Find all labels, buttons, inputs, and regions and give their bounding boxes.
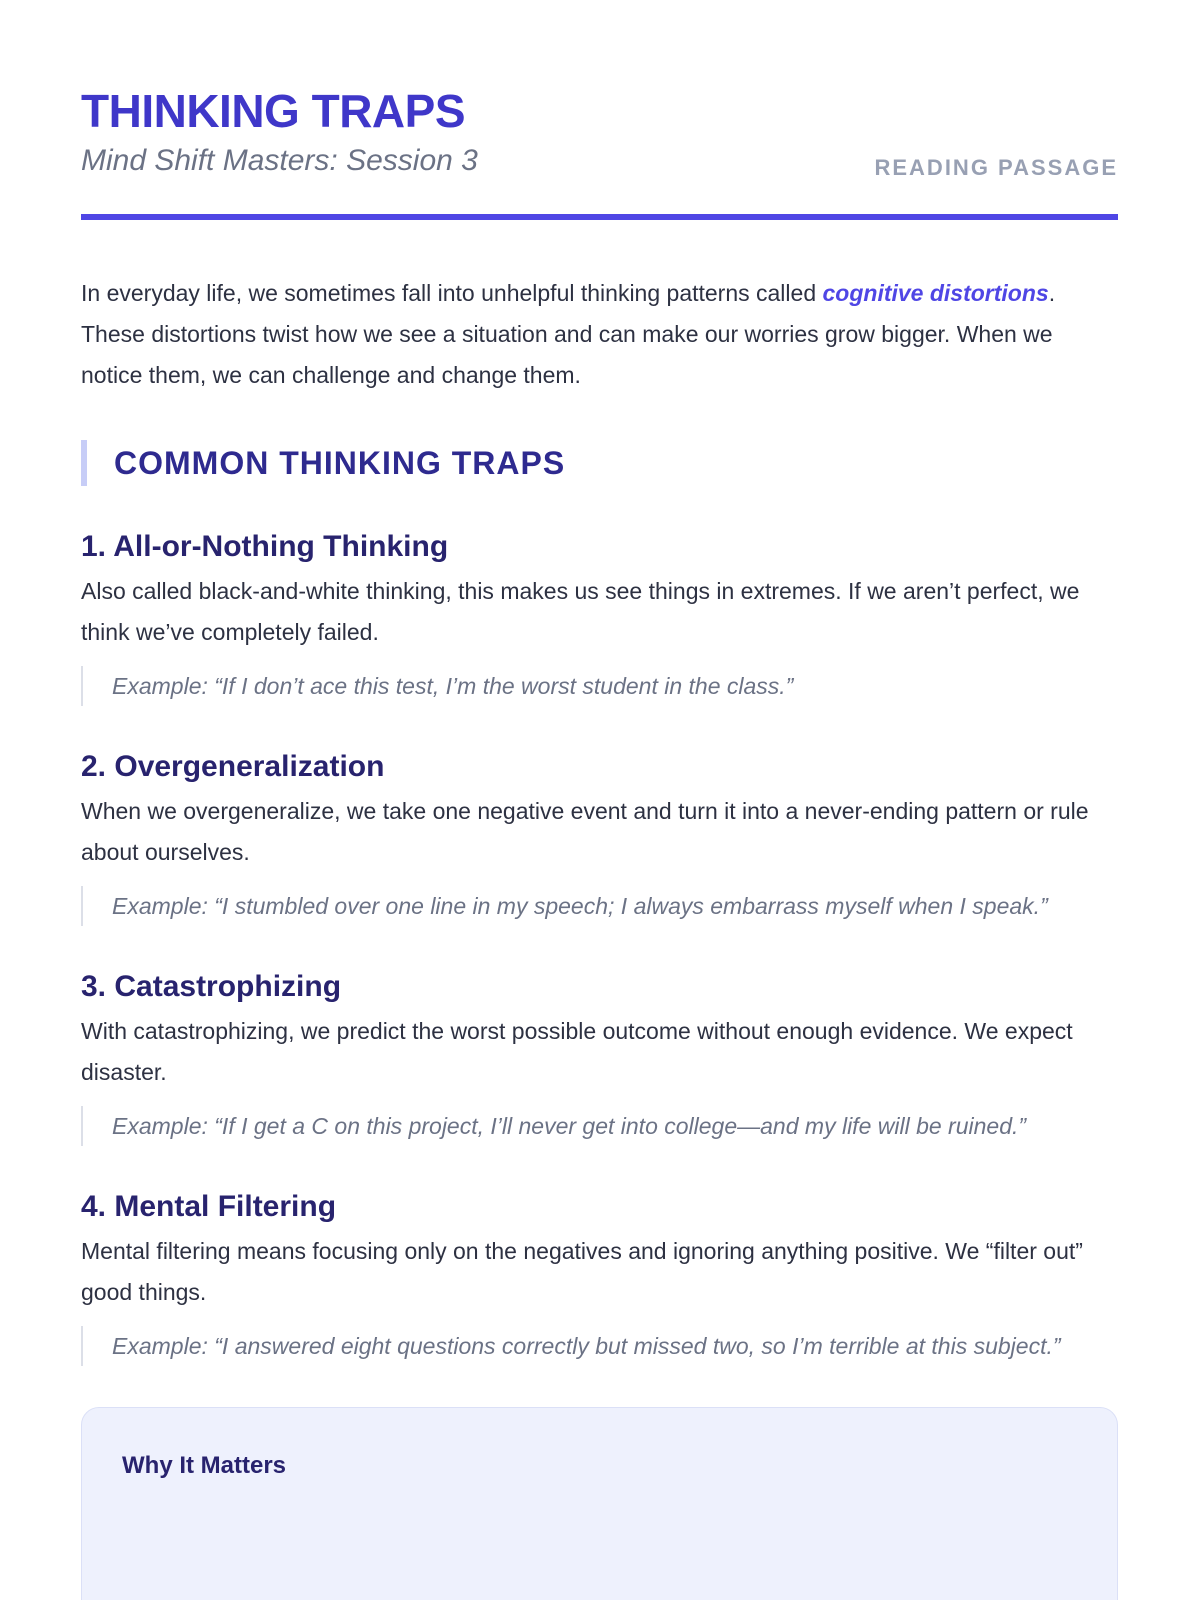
trap-item-mental-filtering — [81, 1189, 1118, 1366]
trap-example-quote: Example: “If I get a C on this project, I’ll never get into college—and my life will be ruined.” — [81, 1106, 1118, 1146]
trap-item-overgeneralization — [81, 749, 1118, 926]
page-header — [81, 0, 1118, 220]
trap-description: When we overgeneralize, we take one negative event and turn it into a never-ending pattern or rule about ourselves. — [81, 798, 1089, 865]
page-subtitle: Mind Shift Masters: Session 3 — [81, 144, 478, 177]
trap-title: 2. Overgeneralization — [81, 750, 385, 783]
section-heading: COMMON THINKING TRAPS — [81, 440, 1118, 486]
trap-description: With catastrophizing, we predict the worst possible outcome without enough evidence. We expect disaster. — [81, 1018, 1073, 1085]
trap-description: Also called black-and-white thinking, this makes us see things in extremes. If we aren’t perfect, we think we’ve completely failed. — [81, 578, 1080, 645]
callout-title: Why It Matters — [122, 1452, 287, 1479]
trap-title: 3. Catastrophizing — [81, 970, 342, 1003]
trap-item-all-or-nothing — [81, 529, 1118, 706]
intro-paragraph — [81, 273, 1118, 396]
trap-description: Mental filtering means focusing only on the negatives and ignoring anything positive. We “filter out” good things. — [81, 1238, 1083, 1305]
trap-title: 1. All-or-Nothing Thinking — [81, 530, 449, 563]
page-title: THINKING TRAPS — [81, 85, 465, 137]
trap-example-quote: Example: “I stumbled over one line in my speech; I always embarrass myself when I speak.” — [81, 886, 1118, 926]
trap-example-quote: Example: “I answered eight questions correctly but missed two, so I’m terrible at this subject.” — [81, 1326, 1118, 1366]
trap-example-quote: Example: “If I don’t ace this test, I’m the worst student in the class.” — [81, 666, 1118, 706]
trap-title: 4. Mental Filtering — [81, 1190, 337, 1223]
document-type-tag: READING PASSAGE — [874, 155, 1118, 180]
key-term: cognitive distortions — [822, 280, 1049, 306]
intro-text-end: . These distortions twist how we see a situation and can make our worries grow bigger. When we notice them, we can challenge and change them. — [81, 280, 1056, 388]
trap-item-catastrophizing — [81, 969, 1118, 1146]
why-it-matters-callout — [81, 1407, 1118, 1600]
intro-text-start: In everyday life, we sometimes fall into unhelpful thinking patterns called — [81, 280, 823, 306]
